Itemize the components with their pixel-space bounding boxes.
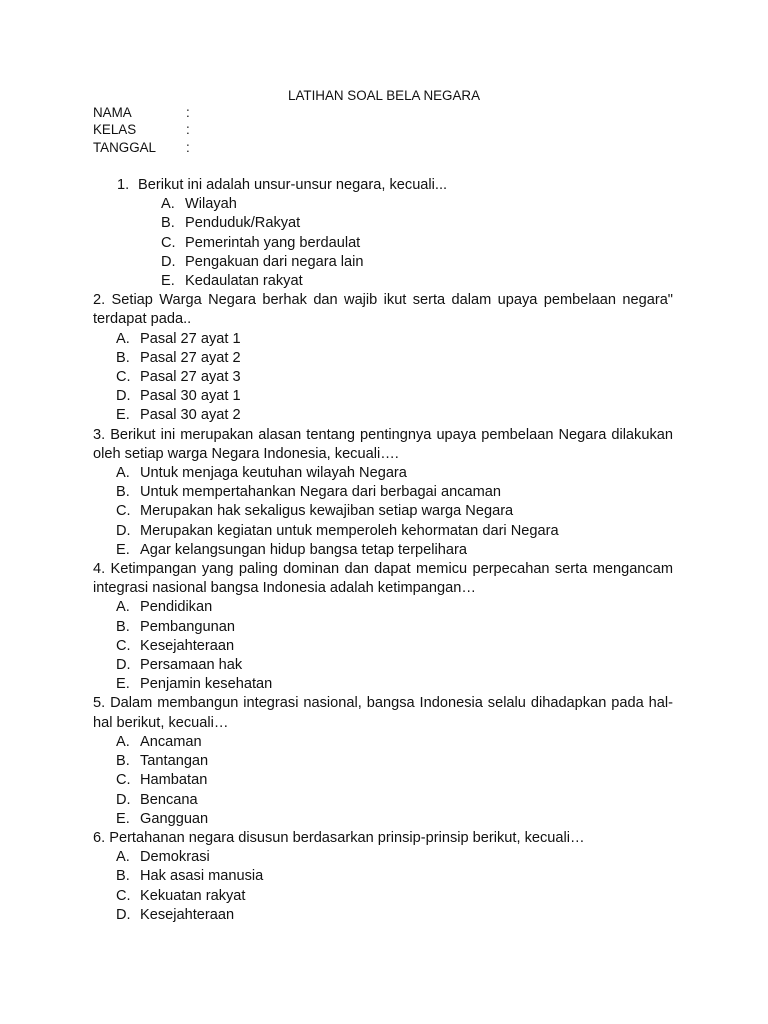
question-list (93, 176, 673, 925)
question-4-options (93, 598, 673, 694)
option-letter: B. (116, 349, 130, 366)
option-b (116, 349, 673, 368)
option-letter: B. (116, 753, 130, 770)
option-text: Hak asasi manusia (140, 868, 264, 885)
option-letter: E. (116, 541, 130, 558)
option-text: Bencana (140, 791, 198, 808)
question-2: 2. Setiap Warga Negara berhak dan wajib ikut serta dalam upaya pembelaan negara" terdapat pada.. (93, 292, 673, 328)
option-text: Tantangan (140, 753, 209, 770)
option-text: Pendidikan (140, 599, 213, 616)
option-text: Kesejahteraan (140, 906, 235, 923)
option-letter: C. (116, 887, 131, 904)
option-text: Gangguan (140, 810, 209, 827)
option-d (116, 387, 673, 406)
option-letter: A. (116, 330, 130, 347)
option-e (116, 675, 673, 694)
option-d (116, 791, 673, 810)
option-c (116, 502, 673, 521)
option-text: Pasal 27 ayat 3 (140, 369, 241, 386)
option-letter: E. (116, 810, 130, 827)
option-letter: B. (116, 868, 130, 885)
option-a (116, 598, 673, 617)
option-c (116, 887, 673, 906)
option-e (116, 406, 673, 425)
option-text: Pasal 27 ayat 1 (140, 330, 241, 347)
field-label: NAMA (93, 105, 132, 120)
option-letter: B. (116, 618, 130, 635)
option-letter: C. (161, 234, 176, 251)
option-text: Pembangunan (140, 618, 235, 635)
option-a (116, 848, 673, 867)
option-b (116, 867, 673, 886)
question-2-options (93, 330, 673, 426)
field-separator: : (186, 122, 190, 138)
option-e (116, 541, 673, 560)
question-4: 4. Ketimpangan yang paling dominan dan dapat memicu perpecahan serta mengancam integrasi nasional bangsa Indonesia adalah ketimpangan… (93, 561, 673, 597)
option-a (116, 464, 673, 483)
option-text: Kesejahteraan (140, 637, 235, 654)
question-6: 6. Pertahanan negara disusun berdasarkan prinsip-prinsip berikut, kecuali… (93, 829, 585, 846)
option-text: Pemerintah yang berdaulat (185, 234, 361, 251)
question-5-options (93, 733, 673, 829)
question-1-options (93, 195, 673, 291)
option-text: Merupakan hak sekaligus kewajiban setiap warga Negara (140, 503, 514, 520)
field-separator: : (186, 139, 190, 155)
option-b (161, 214, 673, 233)
option-letter: D. (161, 253, 176, 270)
option-e (161, 272, 673, 291)
question-3-options (93, 464, 673, 560)
option-text: Kedaulatan rakyat (185, 273, 303, 290)
option-letter: A. (161, 196, 175, 213)
option-text: Hambatan (140, 772, 208, 789)
option-letter: A. (116, 465, 130, 482)
question-6-options (93, 848, 673, 925)
option-letter: A. (116, 849, 130, 866)
field-kelas (93, 121, 190, 138)
question-3: 3. Berikut ini merupakan alasan tentang pentingnya upaya pembelaan Negara dilakukan oleh setiap warga Negara Indonesia, kecuali…. (93, 426, 673, 462)
document-title: LATIHAN SOAL BELA NEGARA (288, 88, 480, 103)
option-d (116, 656, 673, 675)
option-letter: C. (116, 772, 131, 789)
option-text: Untuk mempertahankan Negara dari berbagai ancaman (140, 484, 502, 501)
option-text: Persamaan hak (140, 657, 243, 674)
field-separator: : (186, 105, 190, 120)
option-c (161, 234, 673, 253)
option-letter: B. (161, 215, 175, 232)
option-letter: D. (116, 791, 131, 808)
option-letter: E. (116, 407, 130, 424)
question-text: Berikut ini adalah unsur-unsur negara, kecuali... (138, 177, 448, 193)
option-a (116, 330, 673, 349)
option-text: Wilayah (185, 196, 237, 213)
question-1 (93, 176, 673, 195)
option-letter: C. (116, 503, 131, 520)
option-b (116, 752, 673, 771)
option-letter: C. (116, 369, 131, 386)
option-d (161, 253, 673, 272)
option-text: Pasal 27 ayat 2 (140, 349, 241, 366)
option-text: Pasal 30 ayat 1 (140, 388, 241, 405)
option-text: Penduduk/Rakyat (185, 215, 301, 232)
option-c (116, 368, 673, 387)
option-a (116, 733, 673, 752)
option-b (116, 483, 673, 502)
option-text: Merupakan kegiatan untuk memperoleh kehormatan dari Negara (140, 522, 559, 539)
question-5: 5. Dalam membangun integrasi nasional, bangsa Indonesia selalu dihadapkan pada hal-hal berikut, kecuali… (93, 695, 673, 731)
option-letter: D. (116, 657, 131, 674)
option-d (116, 906, 673, 925)
option-letter: B. (116, 484, 130, 501)
question-number: 1. (117, 177, 130, 193)
option-text: Demokrasi (140, 849, 210, 866)
option-text: Untuk menjaga keutuhan wilayah Negara (140, 465, 407, 482)
option-a (161, 195, 673, 214)
field-nama (93, 104, 190, 121)
option-text: Agar kelangsungan hidup bangsa tetap terpelihara (140, 541, 467, 558)
option-letter: D. (116, 906, 131, 923)
option-letter: E. (116, 676, 130, 693)
option-text: Ancaman (140, 733, 202, 750)
field-label: TANGGAL (93, 139, 156, 155)
option-text: Kekuatan rakyat (140, 887, 246, 904)
option-letter: C. (116, 637, 131, 654)
option-text: Pengakuan dari negara lain (185, 253, 364, 270)
option-letter: A. (116, 599, 130, 616)
option-c (116, 637, 673, 656)
field-label: KELAS (93, 122, 137, 138)
option-text: Pasal 30 ayat 2 (140, 407, 241, 424)
option-d (116, 522, 673, 541)
option-b (116, 618, 673, 637)
option-letter: E. (161, 273, 175, 290)
option-letter: D. (116, 388, 131, 405)
field-tanggal (93, 139, 190, 156)
student-info (93, 104, 190, 156)
option-letter: D. (116, 522, 131, 539)
option-c (116, 771, 673, 790)
option-letter: A. (116, 733, 130, 750)
option-text: Penjamin kesehatan (140, 676, 273, 693)
option-e (116, 810, 673, 829)
